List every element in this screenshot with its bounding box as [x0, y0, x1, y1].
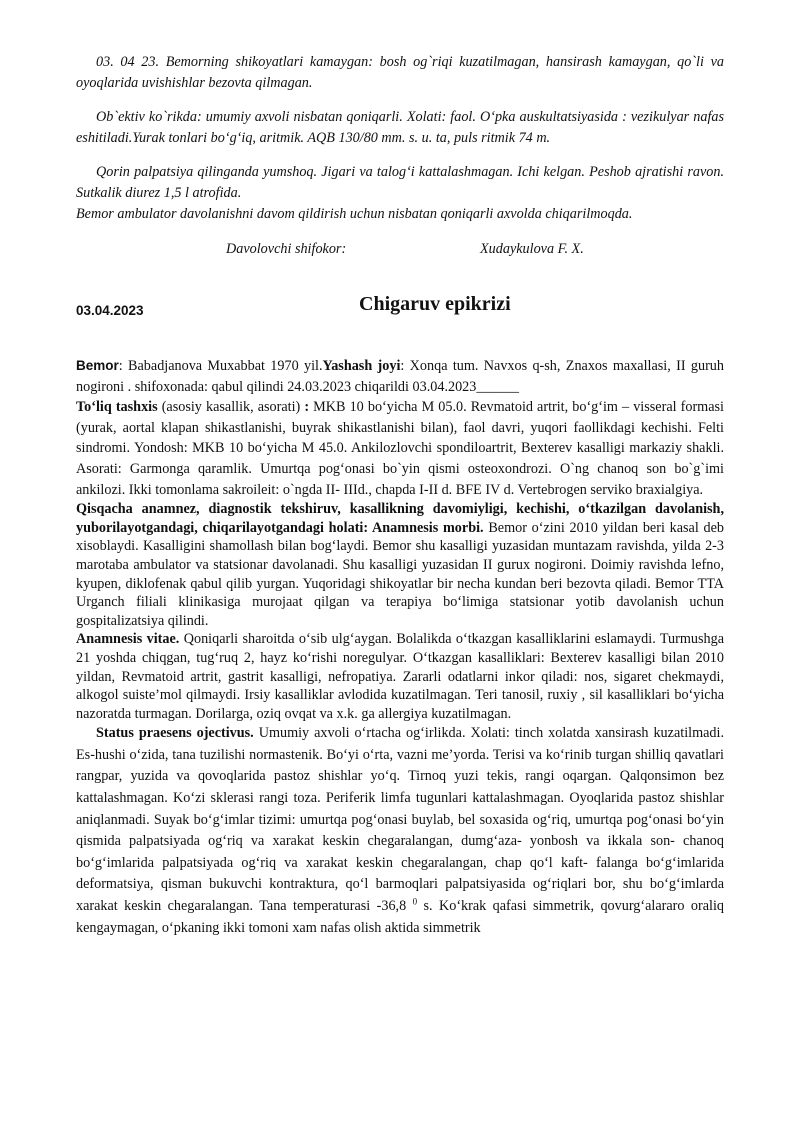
note-paragraph-1: 03. 04 23. Bemorning shikoyatlari kamaygan: bosh og`riqi kuzatilmagan, hansirash kamaygan, qo`li va oyoqlarida uvishishlar bezovta qilmagan. — [76, 54, 724, 91]
status-label: Status praesens ojectivus. — [96, 725, 254, 742]
note-paragraph-2: Ob`ektiv ko`rikda: umumiy axvoli nisbatan qoniqarli. Xolati: faol. O‘pka auskultatsiyasida : vezikulyar nafas eshitiladi.Yurak tonlari bo‘g‘iq, aritmik. AQB 130/80 mm. s. u. ta, puls ritmik 74 m. — [76, 109, 724, 146]
header-date: 03.04.2023 — [76, 303, 144, 318]
anamnesis-morbi-label: Qisqacha anamnez, diagnostik tekshiruv, kasallikning davomiyligi, kechishi, o‘tkazilgan davolanish, yuborilayotgandagi, chiqarilayotgandagi holati: Anamnesis morbi. — [76, 501, 724, 536]
anamnesis-morbi — [76, 500, 724, 630]
degree-superscript: 0 — [412, 896, 418, 907]
note-paragraph-3: Qorin palpatsiya qilinganda yumshoq. Jigari va talog‘i kattalashmagan. Ichi kelgan. Peshob ajratishi ravon. Sutkalik diurez 1,5 l atrofida. — [76, 164, 724, 201]
status-text: Umumiy axvoli o‘rtacha og‘irlikda. Xolati: tinch xolatda xansirash kuzatilmadi. Es-hushi o‘zida, tana tuzilishi normastenik. Bo‘yi o‘rta, vazni me’yorda. Terisi va ko‘rinib turgan shilliq qavatlari rangpar, yuzida va qovoqlarida pastoz shishlar yo‘q. Tirnoq yuzi tekis, rangi oqargan. Qalqonsimon bez kattalashmagan. Ko‘zi sklerasi rangi toza. Periferik limfa tugunlari kattalashmagan. Oyoqlarida pastoz shishlar aniqlanmadi. Suyak bo‘g‘imlar tizimi: umurtqa pog‘onasi buylab, bel soxasida og‘riq, umurtqa pog‘onasi bo‘yin qismida palpatsiyada og‘riq va xarakat keskin chegaralangan, dumg‘aza- yonbosh va ikkala son- chanoq bo‘g‘imlarida palpatsiyada og‘riq va xarakat keskin chegaralangan, chap qo‘l kaft- falanga bo‘g‘imlarida deformatsiya, qisman bukuvchi kontraktura, qo‘l barmoqlari palpatsiyasida og‘riqlari bor, shu bo‘g‘imlarda xarakat keskin chegaralangan. Tana temperaturasi -36,8 — [76, 725, 724, 915]
diagnosis — [76, 397, 724, 500]
residence-text: : Xonqa tum. Navxos q-sh, Znaxos maxallasi, II guruh nogironi . shifoxonada: qabul qilindi 24.03.2023 chiqarildi 03.04.2023______ — [76, 358, 724, 395]
patient-label: Bemor — [76, 358, 119, 373]
patient-text: : Babadjanova Muxabbat 1970 yil. — [118, 358, 323, 374]
anamnesis-vitae-label: Anamnesis vitae. — [76, 631, 180, 648]
signature-label: Davolovchi shifokor: — [226, 241, 347, 257]
status-text-cont: s. Ko‘krak qafasi simmetrik, qovurg‘alararo oraliq kengaymagan, o‘pkaning ikki tomoni xam nafas olish aktida simmetrik — [76, 898, 724, 936]
epicrisis-body — [76, 356, 724, 939]
status-praesens — [76, 723, 724, 939]
diagnosis-sub: (asosiy kasallik, asorati) — [157, 399, 305, 416]
page-title: Chigaruv epikrizi — [359, 293, 511, 315]
signature-name: Xudaykulova F. X. — [480, 241, 584, 257]
note-paragraph-4: Bemor ambulator davolanishni davom qildirish uchun nisbatan qoniqarli axvolda chiqarilmoqda. — [76, 206, 633, 222]
section-header — [76, 293, 724, 327]
diagnosis-colon: : — [304, 399, 310, 416]
diagnosis-text: MKB 10 bo‘yicha M 05.0. Revmatoid artrit, bo‘g‘im – visseral formasi (yurak, aortal klapan shikastlanishi, buyrak shikastlanishi bilan), faol davri, yuqori faollikdagi kechishi. Felti sindromi. Yondosh: MKB 10 bo‘yicha M 45.0. Ankilozlovchi spondiloartrit, Bexterev kasalligi markaziy shakli. Asorati: Garmonga qaramlik. Umurtqa pog‘onasi bo`yin qismi osteoxondrozi. O`ng chanoq son bo`g`imi ankilozi. Ikki tomonlama sakroileit: o`ngda II- IIId., chapda I-II d. BFE IV d. Vertebrogen serviko braxialgiya. — [76, 399, 724, 498]
anamnesis-morbi-text: Bemor o‘zini 2010 yildan beri kasal deb xisoblaydi. Kasalligini shamollash bilan bog‘laydi. Bemor shu kasalligi yuzasidan muntazam ravishda, yilda 2-3 marotaba ambulator va statsionar davolanadi. Shu kasalligi yuzasidan II gurux nogironi. Doimiy ravishda lefno, kyupen, diklofenak qabul qilib yurgan. Yuqoridagi shikoyatlar bir necha kundan beri bezovta qiladi. Bemor TTA Urganch filiali klinikasiga murojaat qilgan va terapiya bo‘limiga statsionar yotib davolanish uchun gospitalizatsiya qilindi. — [76, 519, 724, 629]
anamnesis-vitae-text: Qoniqarli sharoitda o‘sib ulg‘aygan. Bolalikda o‘tkazgan kasalliklarini eslamaydi. Turmushga 21 yoshda chiqgan, tug‘ruq 2, hayz ko‘rishi noregulyar. O‘tkazgan kasalliklari: Bexterev kasalligi bilan 2010 yildan, Revmatoid artrit, gastrit kasalligi, nefropatiya. Zararli odatlarni inkor qiladi: nos, sigaret chekmaydi, alkogol suiste’mol qilmaydi. Irsiy kasalliklar avlodida kuzatilmagan. Teri tanosil, ruxiy , sil kasalliklari bo‘yicha nazoratda turmagan. Dorilarga, oziq ovqat va x.k. ga allergiya kuzatilmagan. — [76, 631, 725, 722]
signature-line — [76, 239, 724, 260]
anamnesis-vitae — [76, 630, 724, 723]
residence-label: Yashash joyi — [322, 358, 401, 374]
diagnosis-label: To‘liq tashxis — [76, 399, 158, 416]
patient-info — [76, 356, 724, 397]
document-page — [76, 52, 724, 939]
